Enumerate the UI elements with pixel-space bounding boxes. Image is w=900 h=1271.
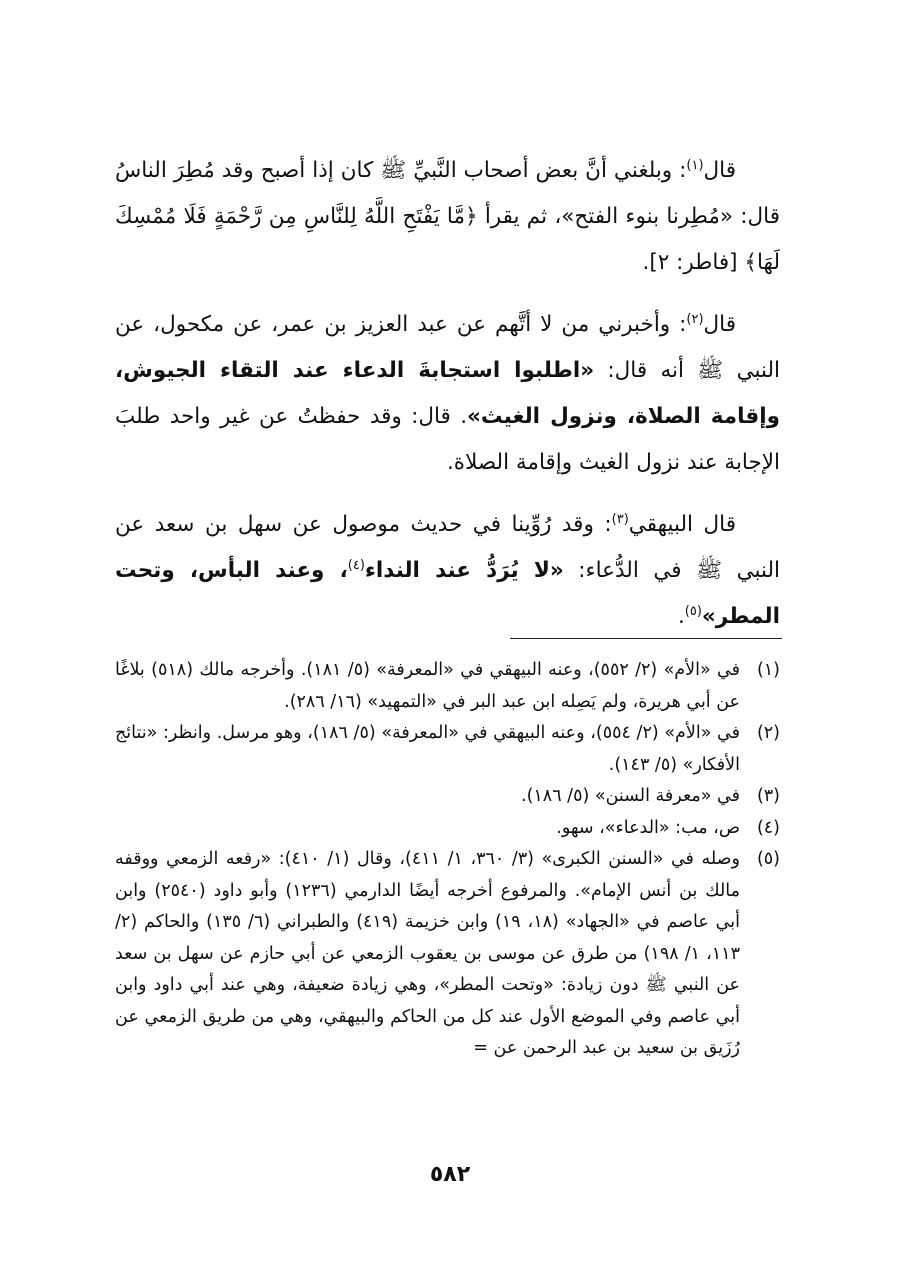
footnote-number: (١): [756, 660, 780, 680]
footnote-number: (٢): [756, 723, 780, 743]
paragraph-text: قال البيهقي: [628, 512, 736, 537]
footnote-3: [115, 781, 780, 813]
quran-verse: ﴿مَّا يَفْتَحِ اللَّهُ لِلنَّاسِ مِن رَّحْمَةٍ فَلَا مُمْسِكَ لَهَا﴾: [115, 204, 780, 275]
footnote-number: (٥): [756, 849, 780, 869]
paragraph-text: . قال: وقد حفظتُ عن غير واحد طلبَ الإجابة عند نزول الغيث وإقامة الصلاة.: [115, 404, 780, 475]
footnote-ref: (٣): [611, 511, 629, 527]
footnote-ref: (٥): [684, 603, 702, 619]
footnote-number: (٣): [756, 786, 780, 806]
footnote-text: وصله في «السنن الكبرى» (٣/ ٣٦٠، ١/ ٤١١)، وقال (١/ ٤١٠): «رفعه الزمعي ووقفه مالك بن أنس الإمام». والمرفوع أخرجه أيضًا الدارمي (١٢٣٦) وأبو داود (٢٥٤٠) وابن أبي عاصم في «الجهاد» (١٨، ١٩) وابن خزيمة (٤١٩) والطبراني (٦/ ١٣٥) والحاكم (٢/ ١١٣، ١/ ١٩٨) من طرق عن موسى بن يعقوب الزمعي عن أبي حازم عن سهل بن سعد عن النبي ﷺ دون زيادة: «وتحت المطر»، وهي زيادة ضعيفة، وهي عند أبي داود وابن أبي عاصم وفي الموضع الأول عند كل من الحاكم والبيهقي، وهي من طريق الزمعي عن رُزَيق بن سعيد بن عبد الرحمن عن =: [115, 849, 741, 1058]
footnotes: [115, 655, 780, 1065]
paragraph-text: [فاطر: ٢].: [642, 250, 745, 275]
footnote-ref: (١): [686, 157, 704, 173]
footnote-number: (٤): [756, 817, 780, 838]
footnote-ref: (٢): [686, 311, 704, 327]
hadith-text: «اطلبوا استجابةَ الدعاء عند التقاء الجيوش، وإقامة الصلاة، ونزول الغيث»: [115, 358, 780, 429]
paragraph-text: قال: [703, 158, 736, 183]
footnote-text: في «معرفة السنن» (٥/ ١٨٦).: [521, 786, 740, 806]
paragraph-2: [115, 302, 780, 486]
paragraph-3: [115, 502, 780, 640]
page-number: ٥٨٢: [429, 1162, 471, 1187]
main-text: [115, 148, 780, 656]
footnote-4: [115, 813, 780, 845]
footnote-1: [115, 655, 780, 718]
paragraph-text: : وبلغني أنَّ بعض أصحاب النَّبيِّ ﷺ كان إذا أصبح وقد مُطِرَ الناسُ قال: «مُطِرنا بنوء الفتح»، ثم يقرأ: [115, 158, 780, 229]
footnote-text: في «الأم» (٢/ ٥٥٤)، وعنه البيهقي في «المعرفة» (٥/ ١٨٦)، وهو مرسل. وانظر: «نتائج الأفكار» (٥/ ١٤٣).: [115, 723, 741, 775]
footnote-text: ص، مب: «الدعاء»، سهو.: [556, 817, 740, 838]
paragraph-text: قال: [703, 312, 736, 337]
hadith-text: ، وعند البأس، وتحت المطر»: [115, 558, 780, 629]
footnote-text: في «الأم» (٢/ ٥٥٢)، وعنه البيهقي في «المعرفة» (٥/ ١٨١). وأخرجه مالك (٥١٨) بلاغًا عن أبي هريرة، ولم يَصِله ابن عبد البر في «التمهيد» (١٦/ ٢٨٦).: [115, 660, 741, 712]
footnote-ref: (٤): [347, 557, 365, 573]
footnote-2: [115, 718, 780, 781]
paragraph-text: : وأخبرني من لا أتَّهم عن عبد العزيز بن عمر، عن مكحول، عن النبي ﷺ أنه قال:: [115, 312, 780, 383]
paragraph-1: [115, 148, 780, 286]
footnote-divider: [510, 638, 782, 639]
footnote-5: [115, 844, 780, 1065]
hadith-text: «لا يُرَدُّ عند النداء: [364, 558, 564, 583]
paragraph-text: .: [677, 604, 685, 629]
paragraph-text: : وقد رُوِّينا في حديث موصول عن سهل بن سعد عن النبي ﷺ في الدُّعاء:: [115, 512, 780, 583]
